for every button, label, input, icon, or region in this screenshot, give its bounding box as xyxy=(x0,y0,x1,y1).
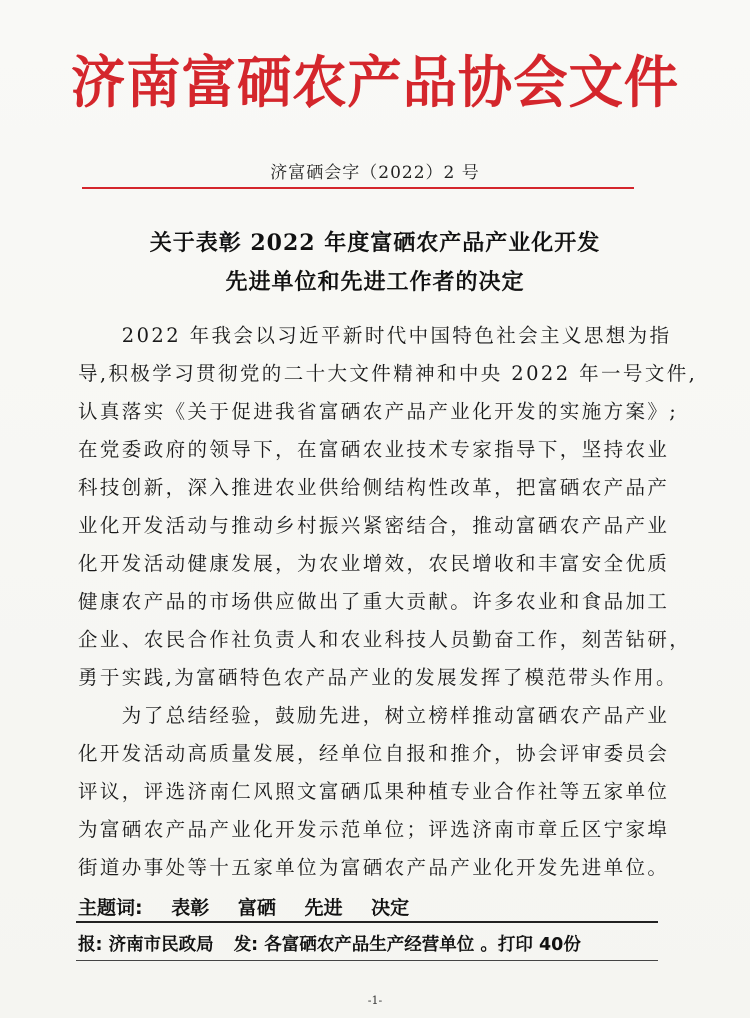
body-line: 科技创新，深入推进农业供给侧结构性改革，把富硒农产品产 xyxy=(78,476,670,499)
keyword: 表彰 xyxy=(171,897,210,919)
distribution-row xyxy=(78,931,668,956)
distribution-divider xyxy=(76,960,658,961)
body-line: 企业、农民合作社负责人和农业科技人员勤奋工作，刻苦钻研， xyxy=(78,628,692,651)
body-line: 业化开发活动与推动乡村振兴紧密结合，推动富硒农产品产业 xyxy=(78,514,670,537)
keyword: 先进 xyxy=(304,897,343,919)
body-line: 健康农产品的市场供应做出了重大贡献。许多农业和食品加工 xyxy=(78,590,670,613)
keywords-row xyxy=(78,893,668,920)
body-line: 认真落实《关于促进我省富硒农产品产业化开发的实施方案》; xyxy=(78,400,679,423)
keywords-divider xyxy=(76,921,658,923)
document-title-line-1: 关于表彰 2022 年度富硒农产品产业化开发 xyxy=(149,230,601,256)
body-line: 化开发活动健康发展，为农业增效，农民增收和丰富安全优质 xyxy=(78,552,670,575)
document-masthead: 济南富硒农产品协会文件 xyxy=(70,51,680,116)
red-divider-line xyxy=(82,187,634,189)
keyword: 富硒 xyxy=(237,897,276,919)
body-line: 导,积极学习贯彻党的二十大文件精神和中央 2022 年一号文件, xyxy=(78,362,698,385)
page-number: -1- xyxy=(367,994,383,1007)
body-line: 评议，评选济南仁风照文富硒瓜果种植专业合作社等五家单位 xyxy=(78,780,670,803)
send-label: 发: xyxy=(233,935,259,955)
document-title-line-2: 先进单位和先进工作者的决定 xyxy=(225,269,525,295)
body-line: 街道办事处等十五家单位为富硒农产品产业化开发先进单位。 xyxy=(78,856,670,879)
body-line: 勇于实践,为富硒特色农产品产业的发展发挥了模范带头作用。 xyxy=(78,666,678,689)
body-line: 化开发活动高质量发展，经单位自报和推介，协会评审委员会 xyxy=(78,742,670,765)
body-line: 2022 年我会以习近平新时代中国特色社会主义思想为指 xyxy=(78,324,672,347)
body-line: 为了总结经验，鼓励先进，树立榜样推动富硒农产品产业 xyxy=(78,704,670,727)
keyword: 决定 xyxy=(371,897,410,919)
keywords-label: 主题词: xyxy=(78,897,143,919)
body-line: 在党委政府的领导下，在富硒农业技术专家指导下，坚持农业 xyxy=(78,438,670,461)
document-number: 济富硒会字（2022）2 号 xyxy=(270,163,480,183)
report-recipient: 济南市民政局 xyxy=(108,935,214,955)
body-line: 为富硒农产品产业化开发示范单位；评选济南市章丘区宁家埠 xyxy=(78,818,670,841)
print-count: 。打印 40份 xyxy=(480,935,581,955)
report-label: 报: xyxy=(78,935,103,955)
send-recipient: 各富硒农产品生产经营单位 xyxy=(264,935,475,955)
